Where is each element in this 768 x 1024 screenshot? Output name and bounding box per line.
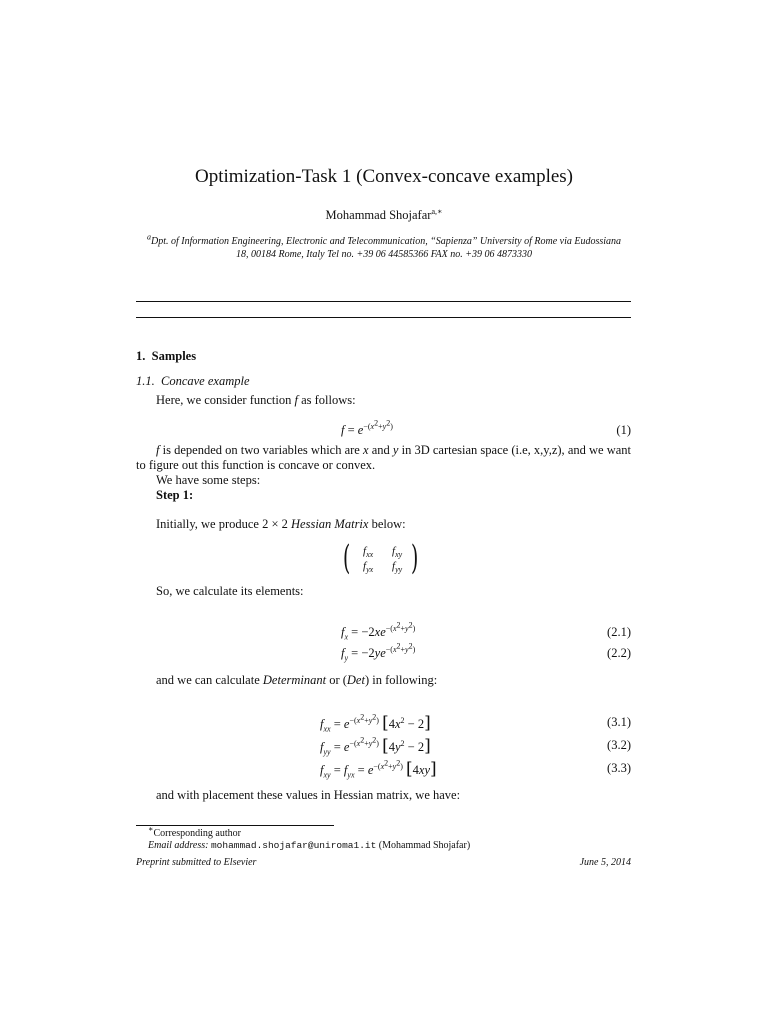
author-marks: a,∗: [431, 206, 443, 216]
affiliation-line-1: Dpt. of Information Engineering, Electronic and Telecommunication, “Sapienza” University of Rome via Eudossiana: [150, 236, 622, 247]
email-owner: (Mohammad Shojafar): [378, 840, 471, 851]
section-heading: [136, 349, 196, 364]
affiliation-mark: a: [146, 232, 151, 242]
matrix-cell-fxy: $f_{xy}$: [392, 545, 403, 560]
author-line: [0, 208, 768, 223]
matrix-cell-fyx: $f_{yx}$: [363, 560, 374, 575]
footnote-email: [148, 840, 470, 851]
hessian-paragraph: [156, 517, 406, 532]
abstract-top-rule: [136, 301, 631, 302]
para2-and: and: [371, 443, 390, 457]
intro-text-after: as follows:: [301, 393, 356, 407]
footer-right: June 5, 2014: [579, 857, 631, 868]
paper-title: Optimization-Task 1 (Convex-concave examples): [194, 166, 573, 187]
subsection-title: Concave example: [161, 374, 250, 388]
equation-3-3: $f_{xy} = f_{yx} = e^{-(x^2+y^2)}$ [4xy]: [320, 758, 437, 780]
subsection-number: 1.1.: [136, 374, 155, 388]
hessian-before: Initially, we produce 2 × 2: [156, 517, 288, 531]
calc-paragraph: So, we calculate its elements:: [156, 584, 304, 598]
equation-3-2: $f_{yy} = e^{-(x^2+y^2)}$ $[4y^2 - 2]$: [320, 735, 431, 757]
hessian-after: below:: [371, 517, 406, 531]
matrix-left-paren: (: [342, 538, 351, 578]
intro-var: f: [294, 393, 298, 407]
det-after: ) in following:: [364, 673, 438, 687]
para2-x: x: [363, 443, 369, 457]
equation-3-1: $f_{xx} = e^{-(x^2+y^2)}$ $[4x^2 - 2]$: [320, 712, 431, 734]
footer-left: Preprint submitted to Elsevier: [136, 857, 257, 868]
footnote-mark: ∗: [148, 824, 154, 834]
intro-text: Here, we consider function: [156, 393, 292, 407]
equation-2-2: $f_y = -2ye^{-(x^2+y^2)}$: [341, 641, 416, 663]
section-title: Samples: [151, 349, 197, 363]
equation-3-2-number: (3.2): [607, 738, 631, 752]
para2-text: is depended on two variables which are: [162, 443, 360, 457]
step-1-label: Step 1:: [156, 488, 194, 502]
email-label: Email address:: [148, 840, 209, 851]
intro-paragraph: [156, 393, 356, 408]
footnote-rule: [136, 825, 334, 826]
steps-line: We have some steps:: [156, 473, 261, 487]
det-mid: or (: [329, 673, 347, 687]
hessian-matrix: [342, 538, 422, 578]
matrix-cell-fxx: $f_{xx}$: [363, 545, 374, 560]
para2-y: y: [392, 443, 399, 457]
equation-2-2-number: (2.2): [607, 646, 631, 660]
matrix-right-paren: ): [410, 538, 419, 578]
equation-1-number: (1): [616, 423, 631, 437]
placement-paragraph: and with placement these values in Hessian matrix, we have:: [156, 788, 461, 802]
abstract-bottom-rule: [136, 317, 631, 318]
det-term: Determinant: [262, 673, 327, 687]
author-name: Mohammad Shojafar: [325, 208, 432, 222]
equation-3-3-number: (3.3): [607, 761, 631, 775]
hessian-term: Hessian Matrix: [291, 517, 369, 531]
matrix-cell-fyy: $f_{yy}$: [392, 560, 403, 575]
affiliation: [0, 232, 768, 261]
equation-2-1: $f_x = -2xe^{-(x^2+y^2)}$: [341, 620, 416, 642]
determinant-paragraph: [156, 673, 437, 688]
para2-var: f: [156, 443, 160, 457]
footnote-corresponding: [148, 824, 241, 839]
variables-paragraph: [136, 443, 631, 473]
equation-2-1-number: (2.1): [607, 625, 631, 639]
det-before: and we can calculate: [156, 673, 260, 687]
para2-rest: in 3D cartesian space (i.e, x,y,z), and we want to figure out this function is concave or convex.: [136, 443, 632, 472]
subsection-heading: [136, 374, 250, 389]
section-number: 1.: [136, 349, 146, 363]
det-abbr: Det: [346, 673, 365, 687]
email-link[interactable]: mohammad.shojafar@uniroma1.it: [210, 840, 377, 851]
equation-1: $f = e^{-(x^2+y^2)}$: [341, 418, 393, 437]
footnote-corresponding-text: Corresponding author: [153, 828, 241, 839]
equation-3-1-number: (3.1): [607, 715, 631, 729]
affiliation-line-2: 18, 00184 Rome, Italy Tel no. +39 06 44585366 FAX no. +39 06 4873330: [236, 249, 532, 260]
